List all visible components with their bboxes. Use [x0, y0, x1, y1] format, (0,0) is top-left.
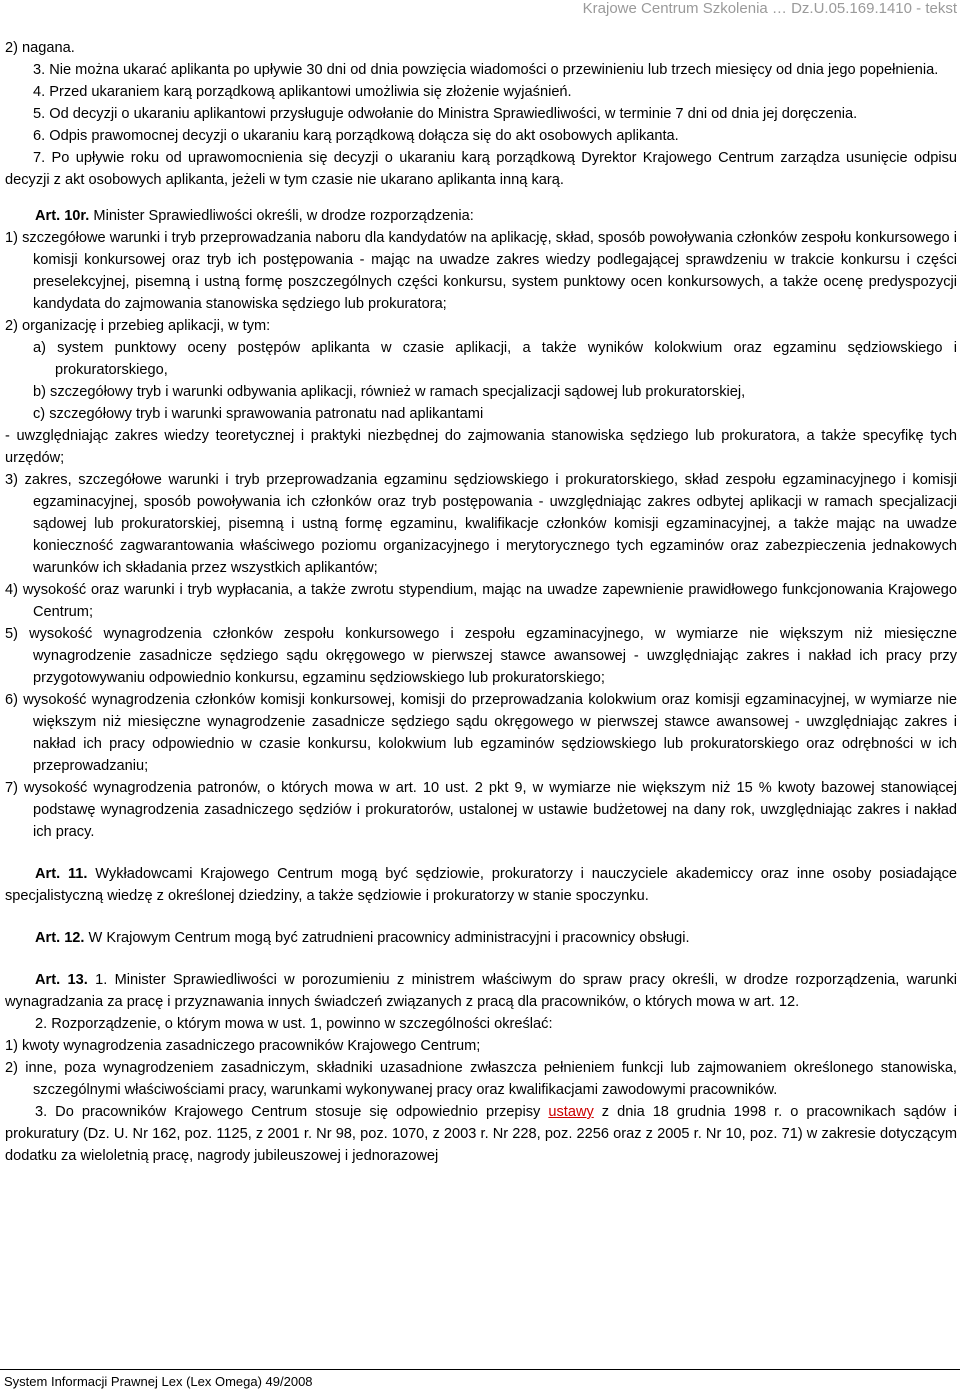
article-12	[5, 927, 957, 949]
document-body	[5, 37, 957, 1167]
article-label: Art. 10r.	[35, 208, 90, 224]
list-item: 1) szczegółowe warunki i tryb przeprowadzania naboru dla kandydatów na aplikację, skład, sposób powoływania członków zespołu konkursowego i komisji konkursowej oraz tryb ich postępowania - mając na uwadze zakres wiedzy podlegającej sprawdzeniu w trakcie konkursu i części preselekcyjnej, pisemną i ustną formę poszczególnych części konkursu, system punktowy ocen konkursowych, a także ocenę predyspozycji kandydata do zajmowania stanowiska sędziego lub prokuratora;	[5, 230, 957, 312]
article-13	[5, 969, 957, 1013]
paragraph: 7. Po upływie roku od uprawomocnienia się decyzji o ukaraniu karą porządkową Dyrektor Krajowego Centrum zarządza usunięcie odpisu decyzji z akt osobowych aplikanta, jeżeli w tym czasie nie ukarano aplikanta inną karą.	[5, 150, 957, 188]
list-item: 4) wysokość oraz warunki i tryb wypłacania, a także zwrotu stypendium, mając na uwadze zapewnienie prawidłowego funkcjonowania Krajowego Centrum;	[5, 582, 957, 620]
text: 3. Do pracowników Krajowego Centrum stosuje się odpowiednio przepisy	[35, 1104, 549, 1120]
list-item: 1) kwoty wynagrodzenia zasadniczego pracowników Krajowego Centrum;	[5, 1038, 481, 1054]
list-item: 6) wysokość wynagrodzenia członków komisji konkursowej, komisji do przeprowadzania kolokwium oraz komisji egzaminacyjnej, w wymiarze nie większym niż miesięczne wynagrodzenie zasadnicze sędziego sądu okręgowego w pierwszej stawce awansowej - uwzględniając zakres i nakład ich pracy odpowiednio w czasie konkursu, kolokwium lub egzaminów sędziowskiego lub prokuratorskiego oraz odrębności w ich przeprowadzaniu;	[5, 692, 957, 774]
list-item: 2) organizację i przebieg aplikacji, w tym:	[5, 318, 271, 334]
paragraph: 3. Nie można ukarać aplikanta po upływie 30 dni od dnia powzięcia wiadomości o przewinieniu lub trzech miesięcy od dnia jego popełnienia.	[33, 62, 939, 78]
paragraph: 2. Rozporządzenie, o którym mowa w ust. 1, powinno w szczególności określać:	[35, 1016, 553, 1032]
paragraph: 5. Od decyzji o ukaraniu aplikantowi przysługuje odwołanie do Ministra Sprawiedliwości, w terminie 7 dni od dnia jej doręczenia.	[33, 106, 858, 122]
list-item: c) szczegółowy tryb i warunki sprawowania patronatu nad aplikantami	[33, 406, 484, 422]
paragraph	[5, 1101, 957, 1167]
article-text: 1. Minister Sprawiedliwości w porozumieniu z ministrem właściwym do spraw pracy określi, w drodze rozporządzenia, warunki wynagradzania za pracę i przyznawania innych świadczeń związanych z pracą dla pracowników, o których mowa w art. 12.	[5, 972, 957, 1010]
document-footer: System Informacji Prawnej Lex (Lex Omega) 49/2008	[0, 1369, 960, 1390]
paragraph: 6. Odpis prawomocnej decyzji o ukaraniu karą porządkową dołącza się do akt osobowych aplikanta.	[33, 128, 679, 144]
article-text: Wykładowcami Krajowego Centrum mogą być sędziowie, prokuratorzy i nauczyciele akademiccy oraz inne osoby posiadające specjalistyczną wiedzę z określonej dziedziny, a także sędziowie i prokuratorzy w stanie spoczynku.	[5, 866, 958, 904]
list-item: 3) zakres, szczegółowe warunki i tryb przeprowadzania egzaminu sędziowskiego i prokuratorskiego, skład zespołu egzaminacyjnego i komisji egzaminacyjnej, sposób powoływania ich członków oraz tryb postępowania - uwzględniając zakres odbytej aplikacji w ramach specjalizacji sądowej lub prokuratorskiej, pisemną i ustną formę egzaminu, kwalifikacje członków komisji egzaminacyjnej, a także mając na uwadze konieczność zagwarantowania właściwego poziomu organizacyjnego i merytorycznego tych egzaminów oraz zabezpieczenia jednakowych warunków ich składania przez wszystkich aplikantów;	[5, 472, 957, 576]
article-text: W Krajowym Centrum mogą być zatrudnieni pracownicy administracyjni i pracownicy obsługi.	[84, 930, 690, 946]
paragraph: 2) nagana.	[5, 40, 75, 56]
article-label: Art. 12.	[35, 930, 85, 946]
list-item: 7) wysokość wynagrodzenia patronów, o których mowa w art. 10 ust. 2 pkt 9, w wymiarze nie większym niż 15 % kwoty bazowej stanowiącej podstawę wynagrodzenia zasadniczego sędziów i prokuratorów, ustalonej w ustawie budżetowej na dany rok, uwzględniając zakres i nakład ich pracy.	[5, 780, 957, 840]
article-label: Art. 11.	[35, 866, 88, 882]
article-label: Art. 13.	[35, 972, 88, 988]
paragraph: 4. Przed ukaraniem karą porządkową aplikantowi umożliwia się złożenie wyjaśnień.	[33, 84, 572, 100]
list-item: b) szczegółowy tryb i warunki odbywania aplikacji, również w ramach specjalizacji sądowej lub prokuratorskiej,	[33, 384, 746, 400]
list-item: a) system punktowy oceny postępów aplikanta w czasie aplikacji, a także wyników kolokwium oraz egzaminu sędziowskiego i prokuratorskiego,	[33, 340, 957, 378]
article-11	[5, 863, 957, 907]
list-item: 2) inne, poza wynagrodzeniem zasadniczym, składniki uzasadnione zwłaszcza pełnieniem funkcji lub zajmowaniem określonego stanowiska, szczególnymi właściwościami pracy, warunkami wykonywanej pracy oraz kwalifikacjami zawodowymi pracowników.	[5, 1060, 957, 1098]
ustawy-link[interactable]: ustawy	[548, 1104, 594, 1120]
paragraph: - uwzględniając zakres wiedzy teoretycznej i praktyki niezbędnej do zajmowania stanowiska sędziego lub prokuratora, a także specyfikę tych urzędów;	[5, 428, 957, 466]
text: z dnia 18 grudnia 1998 r. o pracownikach sądów i prokuratury (Dz. U. Nr 162, poz. 1125, z 2001 r. Nr 98, poz. 1070, z 2003 r. Nr 228, poz. 2256 oraz z 2005 r. Nr 10, poz. 71) w zakresie dotyczącym dodatku za wieloletnią pracę, nagrody jubileuszowej i jednorazowej	[5, 1104, 957, 1164]
list-item: 5) wysokość wynagrodzenia członków zespołu konkursowego i zespołu egzaminacyjnego, w wymiarze nie większym niż miesięczne wynagrodzenie zasadnicze sędziego sądu okręgowego w pierwszej stawce awansowej - uwzględniając zakres i nakład ich pracy przy przygotowywaniu odpowiednio konkursu, egzaminu sędziowskiego lub prokuratorskiego;	[5, 626, 957, 686]
document-header: Krajowe Centrum Szkolenia … Dz.U.05.169.1410 - tekst	[582, 0, 957, 17]
article-10r	[5, 205, 957, 227]
article-text: Minister Sprawiedliwości określi, w drodze rozporządzenia:	[89, 208, 474, 224]
